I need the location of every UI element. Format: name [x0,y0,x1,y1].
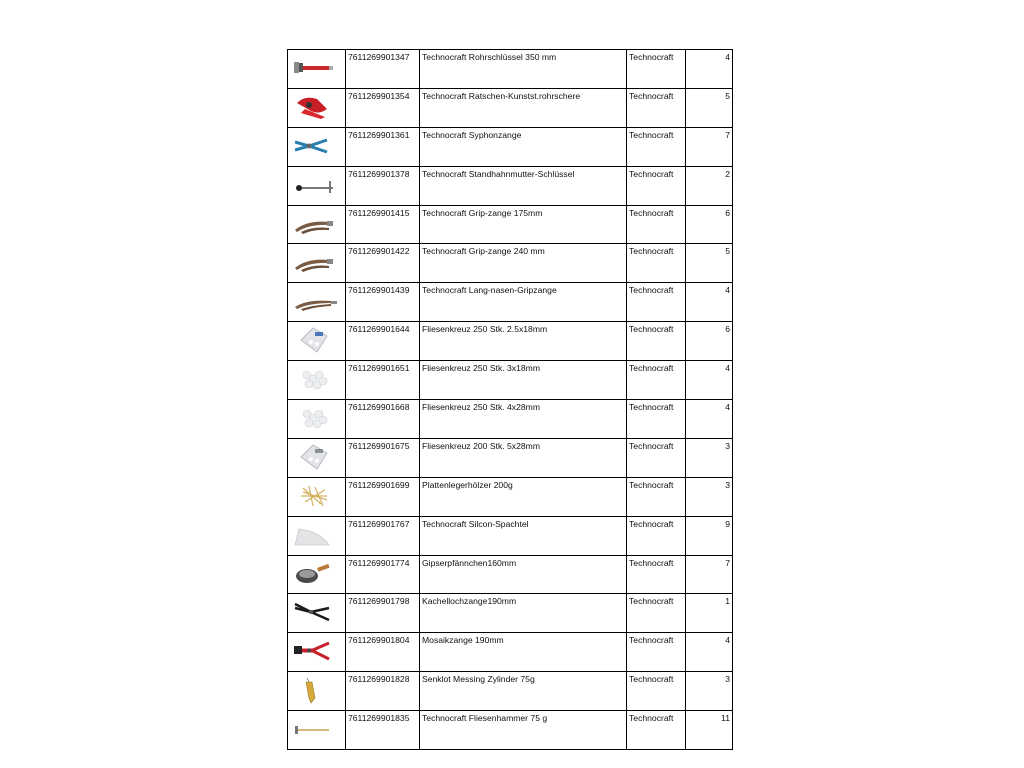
description-cell: Technocraft Fliesenhammer 75 g [420,711,627,750]
table-row [288,244,733,283]
quantity-cell: 3 [686,672,733,711]
ean-cell: 7611269901675 [346,438,420,477]
description-cell: Mosaikzange 190mm [420,633,627,672]
quantity-cell: 3 [686,438,733,477]
long-nose-grip-pliers-icon [291,287,341,315]
table-row [288,127,733,166]
brand-cell: Technocraft [627,88,686,127]
quantity-cell: 4 [686,633,733,672]
table-row [288,633,733,672]
tile-spacers-icon [291,404,341,432]
product-image-cell [288,672,346,711]
quantity-cell: 7 [686,555,733,594]
description-cell: Technocraft Silcon-Spachtel [420,516,627,555]
brand-cell: Technocraft [627,244,686,283]
brand-cell: Technocraft [627,594,686,633]
ean-cell: 7611269901804 [346,633,420,672]
ean-cell: 7611269901835 [346,711,420,750]
quantity-cell: 4 [686,361,733,400]
product-image-cell [288,516,346,555]
brand-cell: Technocraft [627,400,686,439]
table-row [288,516,733,555]
quantity-cell: 1 [686,594,733,633]
plaster-pan-icon [291,560,341,588]
product-image-cell [288,477,346,516]
quantity-cell: 4 [686,50,733,89]
quantity-cell: 6 [686,205,733,244]
table-row [288,361,733,400]
quantity-cell: 4 [686,283,733,322]
quantity-cell: 2 [686,166,733,205]
ean-cell: 7611269901699 [346,477,420,516]
description-cell: Technocraft Syphonzange [420,127,627,166]
table-row [288,400,733,439]
product-image-cell [288,438,346,477]
table-row [288,88,733,127]
brand-cell: Technocraft [627,50,686,89]
brand-cell: Technocraft [627,283,686,322]
description-cell: Technocraft Lang-nasen-Gripzange [420,283,627,322]
ean-cell: 7611269901651 [346,361,420,400]
brand-cell: Technocraft [627,672,686,711]
brand-cell: Technocraft [627,555,686,594]
product-image-cell [288,166,346,205]
description-cell: Kachellochzange190mm [420,594,627,633]
tile-spacer-bag-icon [291,326,341,354]
description-cell: Technocraft Standhahnmutter-Schlüssel [420,166,627,205]
brand-cell: Technocraft [627,127,686,166]
description-cell: Technocraft Ratschen-Kunstst.rohrschere [420,88,627,127]
brand-cell: Technocraft [627,438,686,477]
table-row [288,555,733,594]
quantity-cell: 11 [686,711,733,750]
tile-spacers-icon [291,365,341,393]
brand-cell: Technocraft [627,205,686,244]
description-cell: Fliesenkreuz 250 Stk. 3x18mm [420,361,627,400]
description-cell: Technocraft Rohrschlüssel 350 mm [420,50,627,89]
description-cell: Senklot Messing Zylinder 75g [420,672,627,711]
brand-cell: Technocraft [627,477,686,516]
standpipe-key-icon [291,171,341,199]
product-image-cell [288,361,346,400]
description-cell: Fliesenkreuz 250 Stk. 4x28mm [420,400,627,439]
table-row [288,711,733,750]
brand-cell: Technocraft [627,166,686,205]
description-cell: Technocraft Grip-zange 175mm [420,205,627,244]
description-cell: Fliesenkreuz 250 Stk. 2.5x18mm [420,322,627,361]
quantity-cell: 3 [686,477,733,516]
product-image-cell [288,555,346,594]
brand-cell: Technocraft [627,633,686,672]
pipe-wrench-icon [291,54,341,82]
description-cell: Technocraft Grip-zange 240 mm [420,244,627,283]
wooden-wedges-icon [291,482,341,510]
product-table [287,49,733,750]
table-row [288,672,733,711]
product-image-cell [288,711,346,750]
quantity-cell: 4 [686,400,733,439]
table-row [288,50,733,89]
ean-cell: 7611269901668 [346,400,420,439]
table-row [288,594,733,633]
ean-cell: 7611269901439 [346,283,420,322]
ean-cell: 7611269901347 [346,50,420,89]
silicone-spatula-icon [291,521,341,549]
product-image-cell [288,244,346,283]
tile-hammer-icon [291,715,341,743]
brand-cell: Technocraft [627,516,686,555]
description-cell: Fliesenkreuz 200 Stk. 5x28mm [420,438,627,477]
table-row [288,322,733,361]
mosaic-pliers-icon [291,637,341,665]
ean-cell: 7611269901767 [346,516,420,555]
product-image-cell [288,205,346,244]
ean-cell: 7611269901378 [346,166,420,205]
quantity-cell: 6 [686,322,733,361]
brand-cell: Technocraft [627,361,686,400]
table-row [288,205,733,244]
ean-cell: 7611269901415 [346,205,420,244]
ean-cell: 7611269901774 [346,555,420,594]
ean-cell: 7611269901644 [346,322,420,361]
ean-cell: 7611269901354 [346,88,420,127]
brand-cell: Technocraft [627,322,686,361]
tile-spacer-bag-icon [291,443,341,471]
table-row [288,477,733,516]
product-image-cell [288,322,346,361]
table-row [288,438,733,477]
quantity-cell: 9 [686,516,733,555]
table-row [288,283,733,322]
product-image-cell [288,88,346,127]
ean-cell: 7611269901798 [346,594,420,633]
product-image-cell [288,594,346,633]
quantity-cell: 5 [686,244,733,283]
siphon-pliers-icon [291,132,341,160]
ean-cell: 7611269901828 [346,672,420,711]
description-cell: Gipserpfännchen160mm [420,555,627,594]
table-row [288,166,733,205]
product-image-cell [288,127,346,166]
quantity-cell: 5 [686,88,733,127]
brand-cell: Technocraft [627,711,686,750]
ean-cell: 7611269901361 [346,127,420,166]
tile-hole-pliers-icon [291,598,341,626]
pipe-cutter-icon [291,93,341,121]
ean-cell: 7611269901422 [346,244,420,283]
product-image-cell [288,400,346,439]
product-image-cell [288,633,346,672]
grip-pliers-icon [291,210,341,238]
product-image-cell [288,283,346,322]
plumb-bob-icon [291,676,341,704]
grip-pliers-icon [291,248,341,276]
quantity-cell: 7 [686,127,733,166]
product-image-cell [288,50,346,89]
description-cell: Plattenlegerhölzer 200g [420,477,627,516]
